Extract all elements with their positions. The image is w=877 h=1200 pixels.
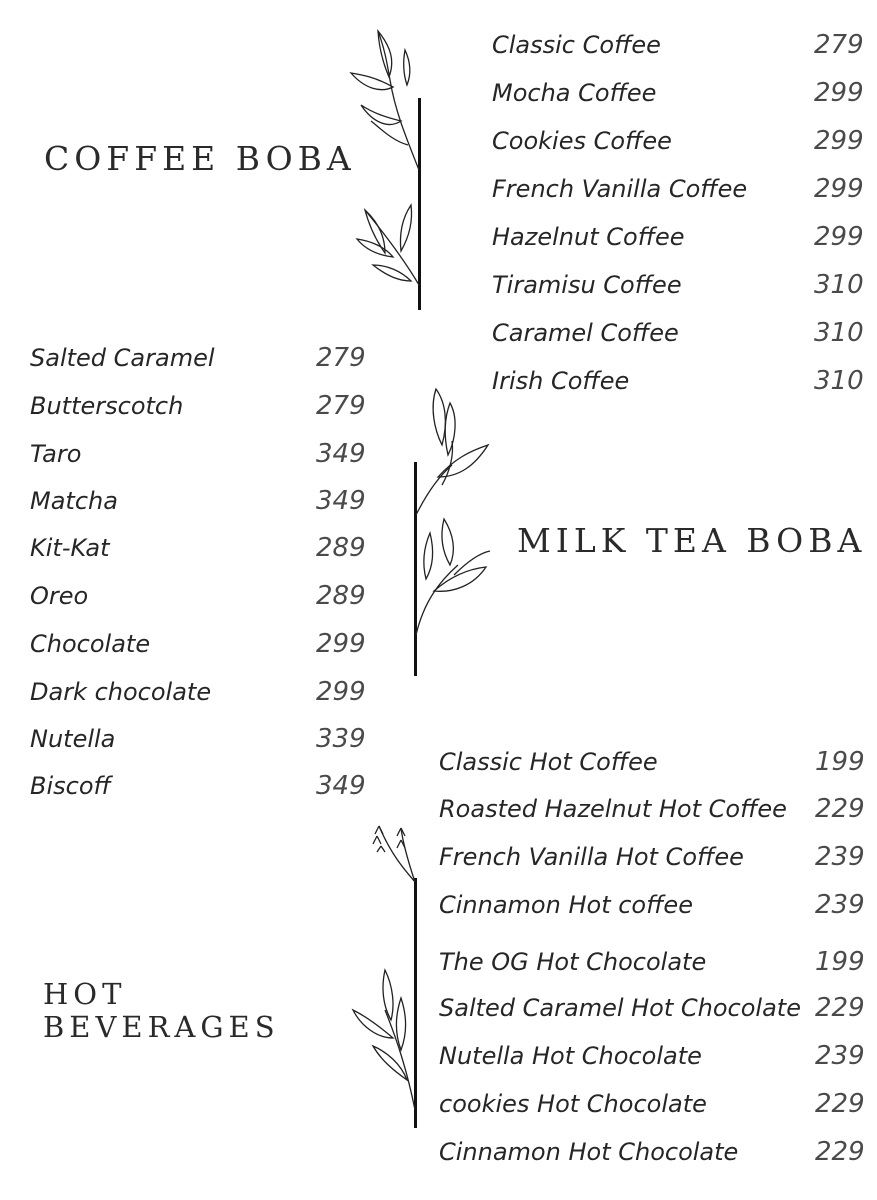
item-name: Classic Coffee xyxy=(492,31,661,59)
milk-tea-boba-list xyxy=(30,338,375,813)
item-name: Mocha Coffee xyxy=(492,79,657,107)
item-name: Butterscotch xyxy=(30,392,184,420)
item-name: Dark chocolate xyxy=(30,678,212,706)
item-name: Chocolate xyxy=(30,630,151,658)
item-name: Irish Coffee xyxy=(492,367,630,395)
item-price: 349 xyxy=(316,486,366,516)
item-price: 349 xyxy=(316,439,366,469)
item-price: 199 xyxy=(815,747,865,777)
item-price: 229 xyxy=(815,993,865,1023)
item-name: Salted Caramel xyxy=(30,344,215,372)
item-name: Kit-Kat xyxy=(30,534,110,562)
item-name: cookies Hot Chocolate xyxy=(439,1090,707,1118)
item-name: Cookies Coffee xyxy=(492,127,672,155)
item-name: The OG Hot Chocolate xyxy=(439,948,707,976)
item-price: 299 xyxy=(814,78,864,108)
item-name: Salted Caramel Hot Chocolate xyxy=(439,994,801,1022)
item-name: Tiramisu Coffee xyxy=(492,271,682,299)
item-name: French Vanilla Coffee xyxy=(492,175,748,203)
item-price: 299 xyxy=(814,222,864,252)
item-price: 239 xyxy=(815,890,865,920)
item-price: 299 xyxy=(316,677,366,707)
item-price: 239 xyxy=(815,842,865,872)
item-name: Taro xyxy=(30,440,82,468)
item-name: French Vanilla Hot Coffee xyxy=(439,843,744,871)
item-name: Nutella xyxy=(30,725,116,753)
leaf-branch-icon xyxy=(345,25,425,315)
item-price: 239 xyxy=(815,1041,865,1071)
item-name: Caramel Coffee xyxy=(492,319,679,347)
item-name: Oreo xyxy=(30,582,89,610)
milk-tea-boba-title: MILK TEA BOBA xyxy=(517,521,867,560)
item-price: 199 xyxy=(815,947,865,977)
leaf-branch-icon xyxy=(414,385,494,665)
item-price: 299 xyxy=(814,174,864,204)
hot-beverages-list xyxy=(439,742,869,1182)
item-price: 339 xyxy=(316,724,366,754)
hot-beverages-title-line2: BEVERAGES xyxy=(43,1010,280,1044)
item-price: 289 xyxy=(316,533,366,563)
coffee-boba-title: COFFEE BOBA xyxy=(44,139,356,178)
leaf-branch-icon xyxy=(345,820,420,1130)
hot-beverages-title-line1: HOT xyxy=(43,977,127,1011)
item-name: Matcha xyxy=(30,487,118,515)
item-price: 229 xyxy=(815,1137,865,1167)
item-price: 279 xyxy=(316,391,366,421)
coffee-boba-list xyxy=(492,25,872,405)
item-price: 289 xyxy=(316,581,366,611)
item-name: Biscoff xyxy=(30,772,111,800)
item-price: 349 xyxy=(316,771,366,801)
item-name: Cinnamon Hot Chocolate xyxy=(439,1138,739,1166)
item-name: Hazelnut Coffee xyxy=(492,223,685,251)
item-name: Classic Hot Coffee xyxy=(439,748,658,776)
item-name: Cinnamon Hot coffee xyxy=(439,891,693,919)
item-price: 279 xyxy=(316,343,366,373)
item-price: 310 xyxy=(814,270,864,300)
item-price: 299 xyxy=(814,126,864,156)
item-price: 299 xyxy=(316,629,366,659)
item-price: 310 xyxy=(814,366,864,396)
item-price: 229 xyxy=(815,794,865,824)
item-name: Nutella Hot Chocolate xyxy=(439,1042,702,1070)
item-price: 229 xyxy=(815,1089,865,1119)
item-price: 279 xyxy=(814,30,864,60)
item-name: Roasted Hazelnut Hot Coffee xyxy=(439,795,787,823)
item-price: 310 xyxy=(814,318,864,348)
